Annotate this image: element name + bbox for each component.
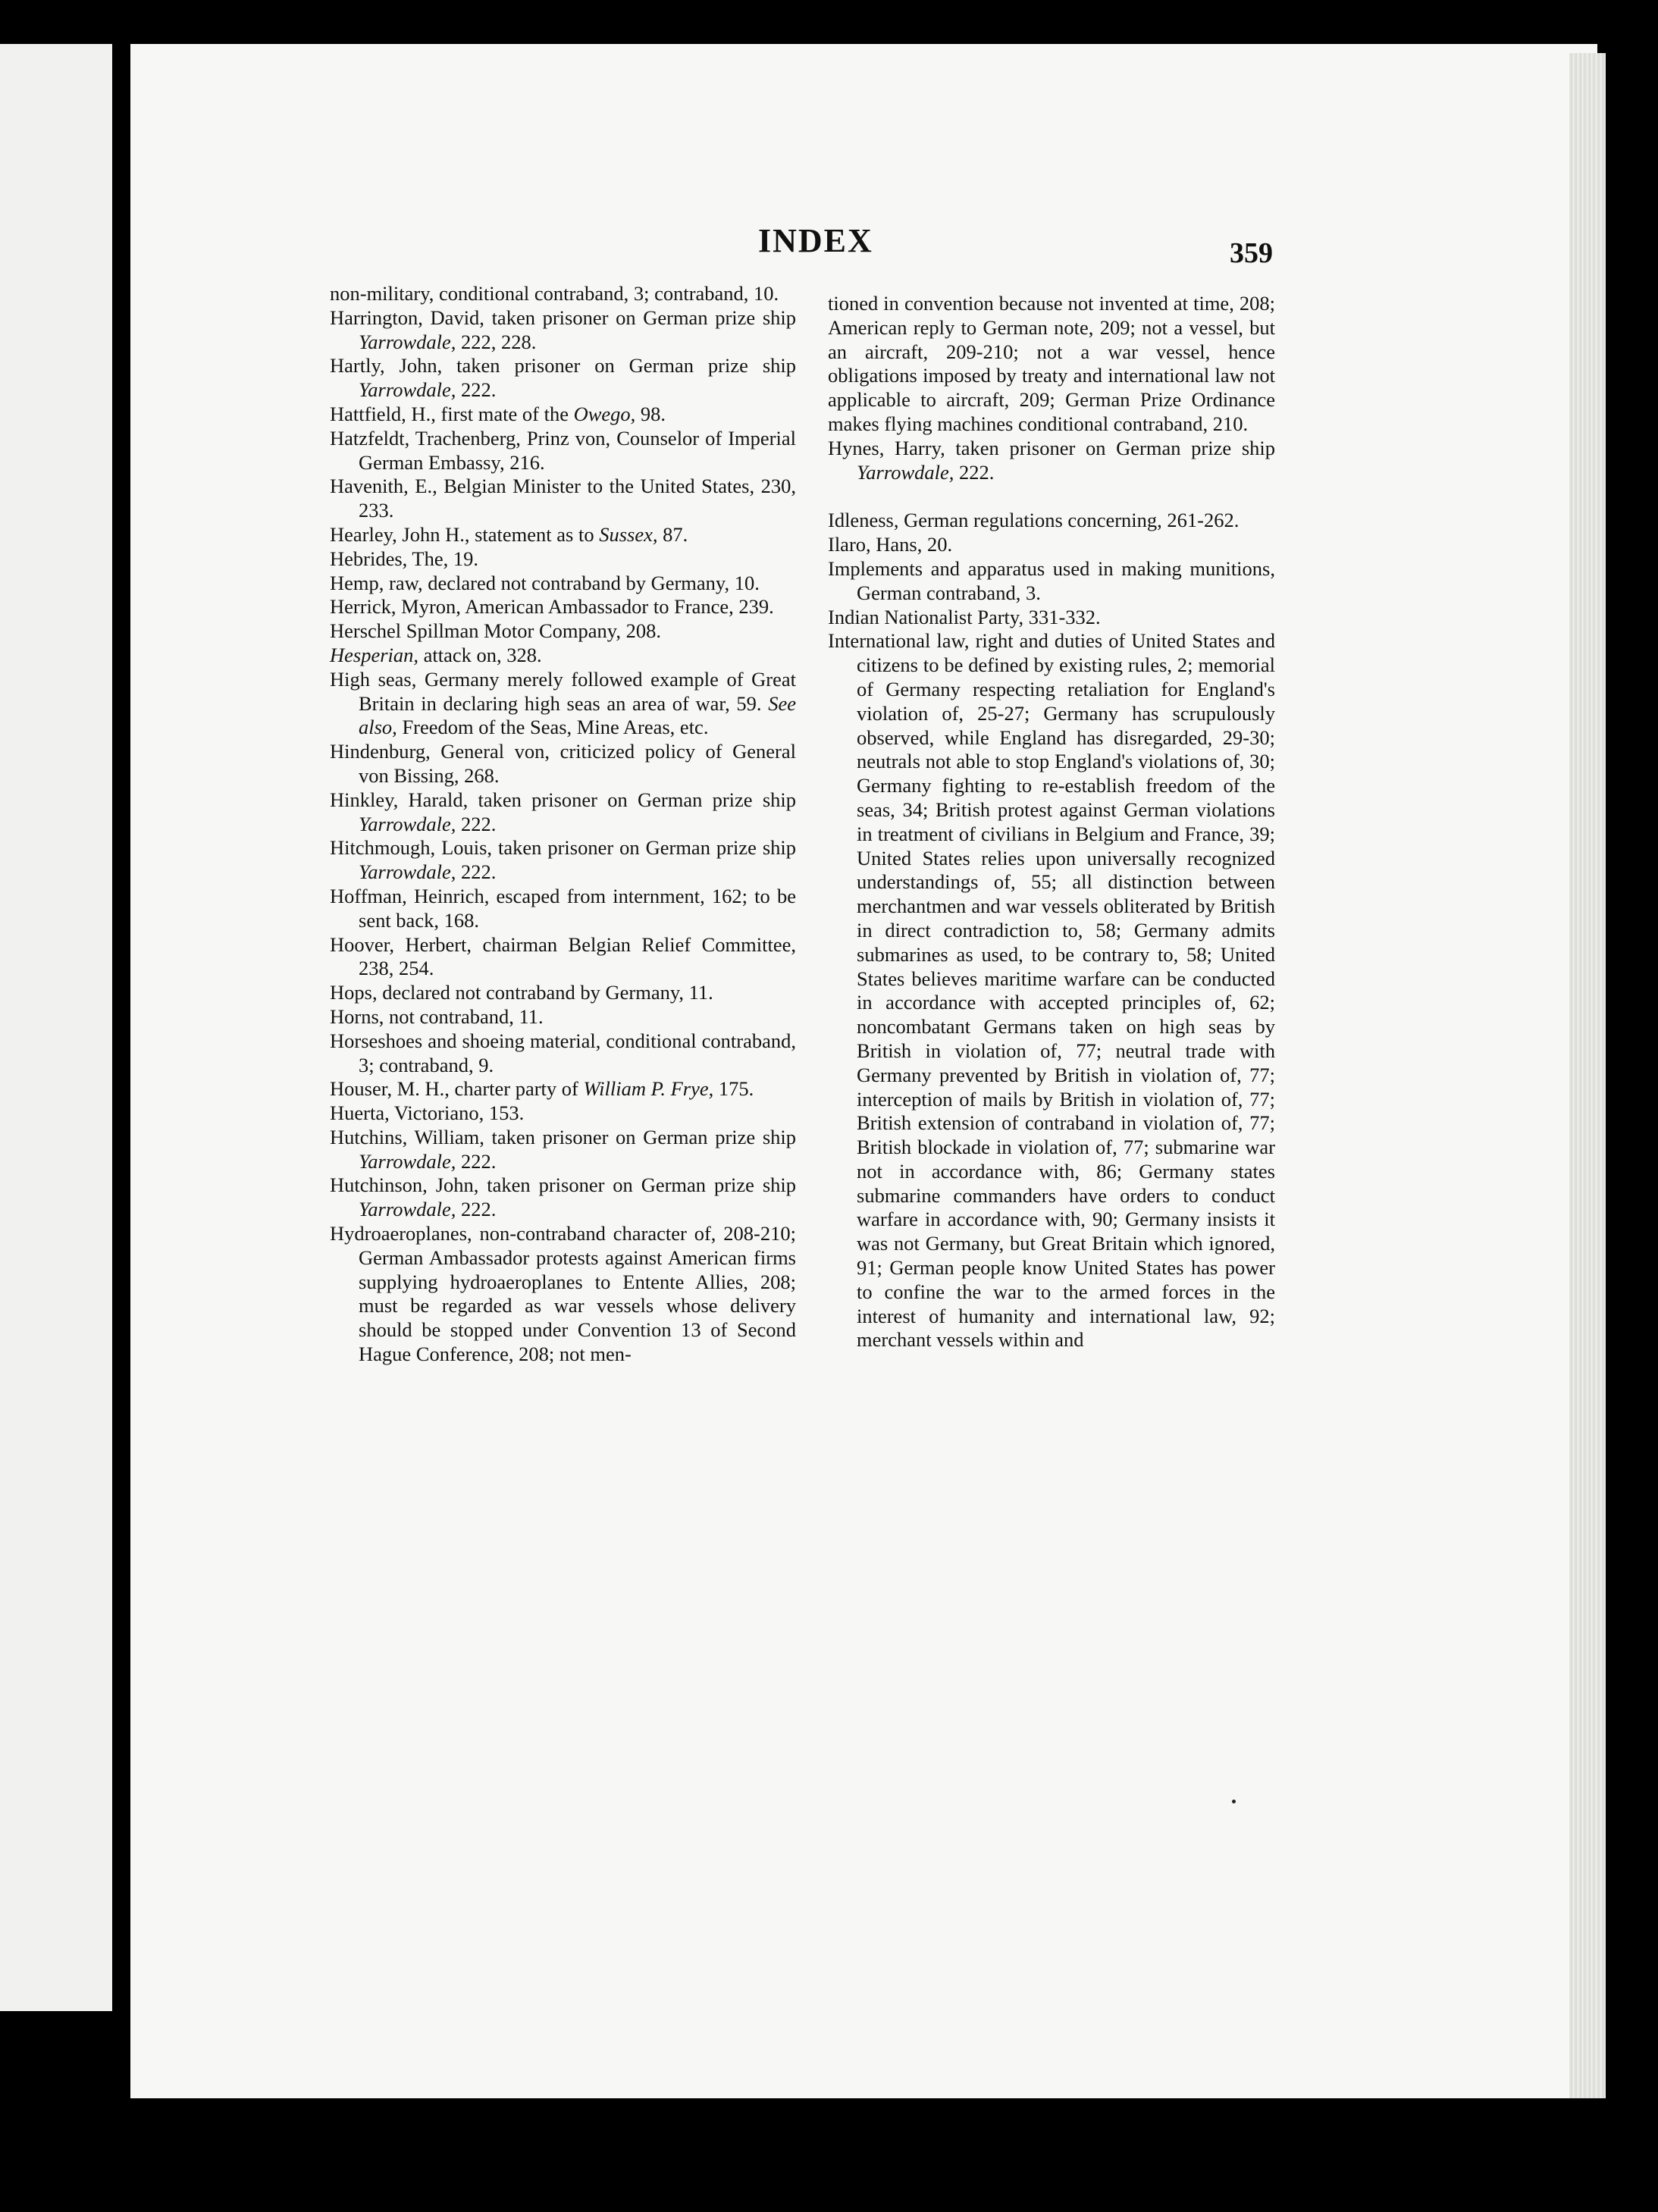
page-number: 359 [1230,237,1273,269]
entry-text: Hydroaeroplanes, non-contraband character of, 208-210; German Ambassador protests against American firms supplying hydroaeroplanes to Entente Allies, 208; must be regarded as war vessels whose delivery should be stopped under Convention 13 of Second Hague Conference, 208; not men- [330,1222,796,1366]
entry-italic-text: Yarrowdale, [359,1198,456,1221]
entry-italic-text: Yarrowdale, [359,812,456,835]
page-header [0,221,1658,267]
entry-italic-text: Yarrowdale, [359,1149,456,1173]
index-entry [330,306,796,355]
entry-text: attack on, 328. [418,643,542,666]
entry-text: Horseshoes and shoeing material, conditional contraband, 3; contraband, 9. [330,1029,796,1076]
index-entry [330,885,796,933]
index-entry [828,606,1275,630]
entry-text: Hindenburg, General von, criticized policy of General von Bissing, 268. [330,740,796,787]
index-entry [330,475,796,523]
index-column-left [330,282,796,1367]
entry-italic-text: Yarrowdale, [359,378,456,402]
entry-text: Indian Nationalist Party, 331-332. [828,605,1101,628]
index-entry [330,1077,796,1101]
index-entry [330,788,796,837]
entry-text: Herrick, Myron, American Ambassador to France, 239. [330,595,774,619]
entry-text: 222. [456,1198,497,1221]
index-entry [330,595,796,619]
entry-italic-text: William P. Frye, [583,1077,714,1101]
index-entry [330,427,796,475]
adjacent-page-edge [0,44,112,2011]
entry-text: Implements and apparatus used in making munitions, German contraband, 3. [828,556,1275,604]
index-entry [330,836,796,885]
index-entry [828,533,1275,557]
entry-text: tioned in convention because not invented at time, 208; American reply to German note, 209; not a vessel, but an aircraft, 209-210; not a war vessel, hence obligations imposed by treaty and international law not applicable to aircraft, 209; German Prize Ordinance makes flying machines conditional contraband, 210. [828,292,1275,435]
entry-text: International law, right and duties of United States and citizens to be defined by existing rules, 2; memorial of Germany respecting retaliation for England's violation of, 25-27; Germany has scrupulously observed, while England has disregarded, 29-30; neutrals not able to stop England's violations of, 30; Germany fighting to re-establish freedom of the seas, 34; British protest against German violations in treatment of civilians in Belgium and France, 39; United States relies upon universally recognized understandings of, 55; all distinction between merchantmen and war vessels obliterated by British in direct contradiction to, 58; Germany admits submarines as used, to be contrary to, 58; United States believes maritime warfare can be conducted in accordance with accepted principles of, 62; noncombatant Germans taken on high seas by British in violation of, 77; neutral trade with Germany prevented by British in violation of, 77; interception of mails by British in violation of, 77; British extension of contraband in violation of, 77; British blockade in violation of, 77; submarine war not in accordance with, 86; Germany states submarine commanders have orders to conduct warfare in accordance with, 90; Germany insists it was not Germany, but Great Britain which ignored, 91; German people know United States has power to confine the war to the armed forces in the interest of humanity and international law, 92; merchant vessels within and [828,629,1275,1352]
index-entry [330,619,796,644]
index-entry [330,1029,796,1078]
entry-text: 222. [456,812,497,835]
entry-text: Hynes, Harry, taken prisoner on German prize ship [828,436,1275,459]
index-entry [330,1126,796,1174]
index-entry [330,644,796,668]
index-entry [330,668,796,740]
entry-text: Hops, declared not contraband by Germany, 11. [330,981,713,1004]
entry-italic-text: Owego, [573,402,636,425]
entry-text: 222. [456,378,497,402]
index-entry [330,740,796,788]
entry-text: Hoover, Herbert, chairman Belgian Relief Committee, 238, 254. [330,932,796,980]
entry-text: 222. [456,1149,497,1173]
entry-text: 222, 228. [456,330,537,353]
index-entry [330,981,796,1005]
entry-italic-text: Sussex, [599,522,658,546]
entry-text: Hattfield, H., first mate of the [330,402,574,425]
entry-text: Huerta, Victoriano, 153. [330,1101,525,1125]
entry-text: Hoffman, Heinrich, escaped from internment, 162; to be sent back, 168. [330,884,796,932]
entry-text: Horns, not contraband, 11. [330,1004,544,1028]
entry-text: Hearley, John H., statement as to [330,522,600,546]
entry-italic-text: Hesperian, [330,643,419,666]
entry-text: Herschel Spillman Motor Company, 208. [330,619,661,643]
entry-text: Hebrides, The, 19. [330,547,479,570]
index-entry [828,557,1275,606]
entry-text: Hutchinson, John, taken prisoner on German prize ship [330,1173,796,1197]
entry-text: 87. [657,522,688,546]
index-entry [330,1222,796,1367]
index-entry [828,437,1275,485]
index-entry [330,282,796,306]
index-entry [828,629,1275,1352]
entry-text: Idleness, German regulations concerning, 261-262. [828,509,1240,532]
entry-text: 222. [456,860,497,884]
index-entry [330,523,796,547]
entry-text: 98. [635,402,666,425]
page-title: INDEX [758,222,873,259]
entry-text: Hutchins, William, taken prisoner on German prize ship [330,1125,796,1148]
index-column-right [828,292,1275,1352]
index-entry [828,509,1275,533]
entry-text: Hitchmough, Louis, taken prisoner on German prize ship [330,836,796,860]
entry-text: 222. [954,460,995,484]
entry-italic-text: See also, [359,691,796,739]
entry-text: Houser, M. H., charter party of [330,1077,584,1101]
entry-text: 175. [713,1077,754,1101]
entry-text: Freedom of the Seas, Mine Areas, etc. [396,716,709,739]
entry-italic-text: Yarrowdale, [359,330,456,353]
entry-italic-text: Yarrowdale, [359,860,456,884]
entry-text: Hemp, raw, declared not contraband by Germany, 10. [330,571,760,594]
entry-text: Hartly, John, taken prisoner on German prize ship [330,354,796,378]
entry-text: Havenith, E., Belgian Minister to the United States, 230, 233. [330,475,796,522]
entry-text: non-military, conditional contraband, 3; contraband, 10. [330,282,779,305]
entry-italic-text: Yarrowdale, [857,460,954,484]
index-entry [330,547,796,572]
index-entry [330,1173,796,1222]
index-entry [828,292,1275,437]
entry-text: High seas, Germany merely followed example of Great Britain in declaring high seas an area of war, 59. [330,667,796,715]
entry-text: Hinkley, Harald, taken prisoner on German prize ship [330,788,796,811]
index-entry [330,1101,796,1126]
entry-text: Ilaro, Hans, 20. [828,533,953,556]
entry-text: Hatzfeldt, Trachenberg, Prinz von, Counselor of Imperial German Embassy, 216. [330,426,796,474]
entry-text: Harrington, David, taken prisoner on German prize ship [330,305,796,329]
index-entry [330,933,796,982]
index-entry [330,354,796,403]
page-stack-edge [1569,53,1606,2098]
ink-speck [1232,1800,1236,1803]
index-entry [330,572,796,596]
index-entry [330,1005,796,1029]
index-entry [330,403,796,427]
